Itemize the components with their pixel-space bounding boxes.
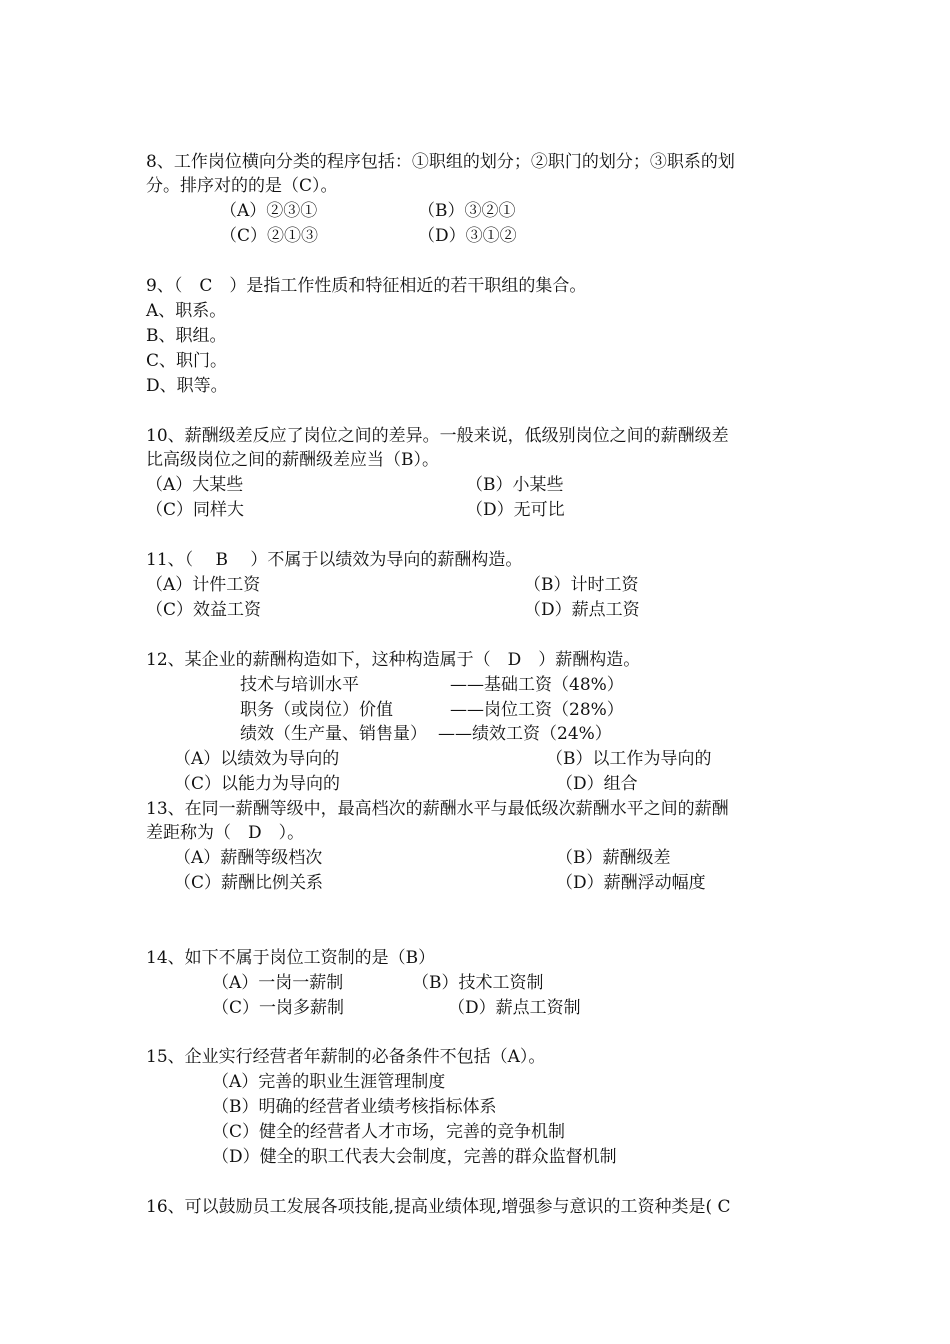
q9-option-a: A、职系。 <box>146 301 227 321</box>
q9-option-b: B、职组。 <box>146 326 227 346</box>
q14-option-c: （C）一岗多薪制 <box>212 998 345 1018</box>
q11-option-c: （C）效益工资 <box>146 600 262 620</box>
q11-option-b: （B）计时工资 <box>524 575 639 595</box>
q12-structure-row3-label: 绩效（生产量、销售量） <box>240 724 427 744</box>
q15-option-c: （C）健全的经营者人才市场，完善的竞争机制 <box>212 1122 566 1142</box>
q12-structure-row2-label: 职务（或岗位）价值 <box>240 700 393 720</box>
q13-option-c: （C）薪酬比例关系 <box>174 873 324 893</box>
q13-stem-line2: 差距称为（ D ）。 <box>146 823 305 843</box>
q13-option-b: （B）薪酬级差 <box>556 848 671 868</box>
q12-stem: 12、某企业的薪酬构造如下，这种构造属于（ D ）薪酬构造。 <box>146 650 641 670</box>
q11-option-d: （D）薪点工资 <box>524 600 640 620</box>
q12-structure-row3-value: ——绩效工资（24%） <box>438 724 612 744</box>
q13-option-d: （D）薪酬浮动幅度 <box>556 873 706 893</box>
q8-option-b: （B）③②① <box>418 201 516 221</box>
q10-stem-line1: 10、薪酬级差反应了岗位之间的差异。一般来说，低级别岗位之间的薪酬级差 <box>146 426 729 446</box>
q11-option-a: （A）计件工资 <box>146 575 261 595</box>
q8-stem-line2: 分。排序对的的是（C）。 <box>146 176 338 196</box>
q16-stem: 16、可以鼓励员工发展各项技能,提高业绩体现,增强参与意识的工资种类是( C <box>146 1197 731 1217</box>
q10-option-b: （B）小某些 <box>466 475 564 495</box>
q10-option-c: （C）同样大 <box>146 500 245 520</box>
q10-stem-line2: 比高级岗位之间的薪酬级差应当（B）。 <box>146 450 439 470</box>
q12-option-a: （A）以绩效为导向的 <box>174 749 340 769</box>
q14-stem: 14、如下不属于岗位工资制的是（B） <box>146 948 436 968</box>
q9-stem: 9、（ C ）是指工作性质和特征相近的若干职组的集合。 <box>146 276 587 296</box>
q15-option-d: （D）健全的职工代表大会制度，完善的群众监督机制 <box>212 1147 617 1167</box>
q13-stem-line1: 13、在同一薪酬等级中，最高档次的薪酬水平与最低级次薪酬水平之间的薪酬 <box>146 799 729 819</box>
q9-option-c: C、职门。 <box>146 351 228 371</box>
q14-option-d: （D）薪点工资制 <box>448 998 581 1018</box>
q8-option-d: （D）③①② <box>418 226 517 246</box>
q14-option-a: （A）一岗一薪制 <box>212 973 344 993</box>
q15-stem: 15、企业实行经营者年薪制的必备条件不包括（A）。 <box>146 1047 546 1067</box>
q8-option-a: （A）②③① <box>220 201 318 221</box>
q12-structure-row1-value: ——基础工资（48%） <box>450 675 624 695</box>
q12-structure-row1-label: 技术与培训水平 <box>240 675 359 695</box>
q14-option-b: （B）技术工资制 <box>412 973 544 993</box>
q12-structure-row2-value: ——岗位工资（28%） <box>450 700 624 720</box>
q12-option-b: （B）以工作为导向的 <box>546 749 712 769</box>
q9-option-d: D、职等。 <box>146 376 228 396</box>
q8-option-c: （C）②①③ <box>220 226 319 246</box>
q10-option-d: （D）无可比 <box>466 500 565 520</box>
q8-stem-line1: 8、工作岗位横向分类的程序包括：①职组的划分；②职门的划分；③职系的划 <box>146 152 735 172</box>
q12-option-c: （C）以能力为导向的 <box>174 774 341 794</box>
q10-option-a: （A）大某些 <box>146 475 244 495</box>
q12-option-d: （D）组合 <box>556 774 638 794</box>
q11-stem: 11、（ B ）不属于以绩效为导向的薪酬构造。 <box>146 550 523 570</box>
q15-option-a: （A）完善的职业生涯管理制度 <box>212 1072 446 1092</box>
q15-option-b: （B）明确的经营者业绩考核指标体系 <box>212 1097 497 1117</box>
q13-option-a: （A）薪酬等级档次 <box>174 848 323 868</box>
